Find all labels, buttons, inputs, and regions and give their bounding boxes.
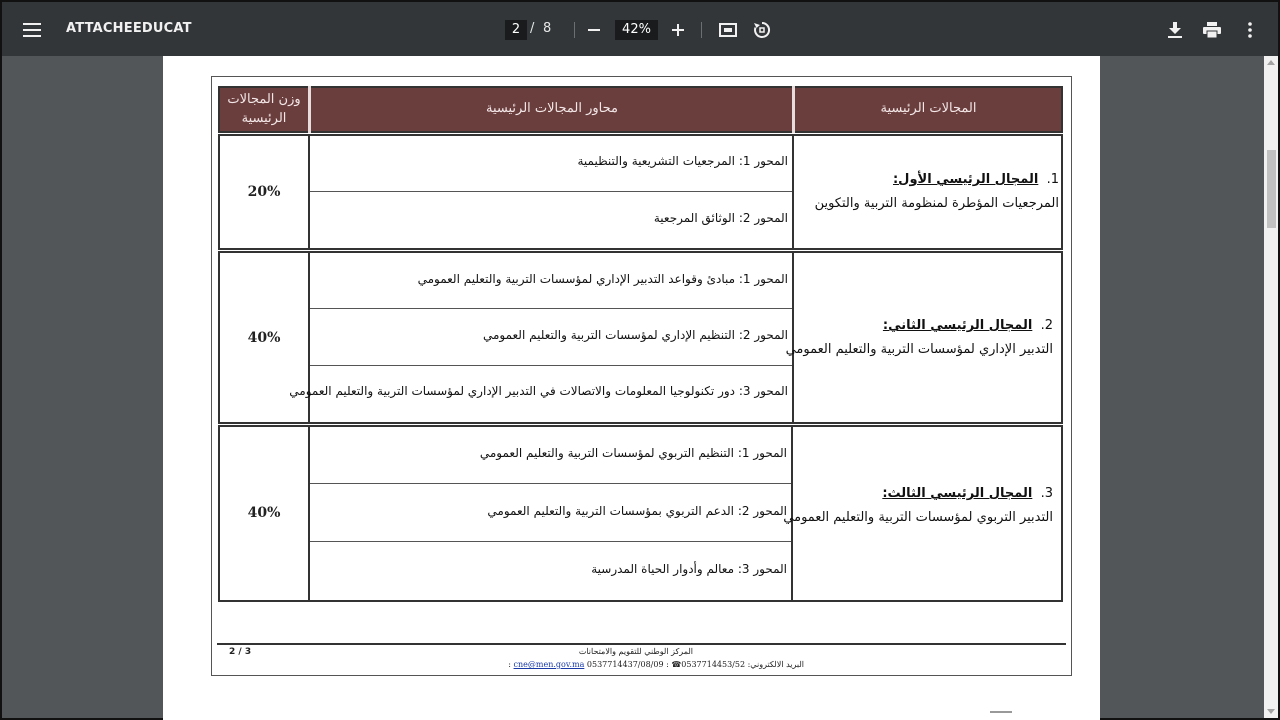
domain-subtitle: التدبير التربوي لمؤسسات التربية والتعليم العمومي: [783, 510, 1053, 526]
print-icon: [1203, 22, 1221, 38]
row-divider: [310, 483, 791, 484]
zoom-out-button[interactable]: [578, 14, 610, 46]
axis-item: المحور 3: دور تكنولوجيا المعلومات والاتصالات في التدبير الإداري لمؤسسات التربية والتعليم العمومي: [289, 384, 788, 398]
menu-icon[interactable]: [16, 14, 48, 46]
axis-item: المحور 2: التنظيم الإداري لمؤسسات التربية والتعليم العمومي: [482, 328, 788, 342]
domain-number: 2.: [1040, 318, 1053, 333]
scrollbar-thumb[interactable]: [1267, 150, 1276, 228]
current-page-input[interactable]: 2: [505, 20, 527, 40]
fit-page-button[interactable]: [712, 14, 744, 46]
column-divider: [308, 425, 310, 602]
domain-2: [786, 314, 1053, 362]
rotate-icon: [753, 21, 771, 39]
column-divider: [792, 134, 794, 250]
footer-contact: [508, 660, 804, 669]
scroll-down-icon[interactable]: [1267, 709, 1275, 714]
header-weight-line2: الرئيسية: [241, 110, 287, 126]
page-separator: /: [530, 21, 535, 36]
domain-subtitle: المرجعيات المؤطرة لمنظومة التربية والتكوين: [814, 196, 1059, 212]
axis-item: المحور 1: مبادئ وقواعد التدبير الإداري لمؤسسات التربية والتعليم العمومي: [417, 272, 788, 286]
axis-item: المحور 1: التنظيم التربوي لمؤسسات التربية والتعليم العمومي: [479, 446, 787, 460]
domain-heading: المجال الرئيسي الأول:: [892, 172, 1039, 187]
domain-subtitle: التدبير الإداري لمؤسسات التربية والتعليم العمومي: [785, 342, 1053, 358]
download-icon: [1168, 22, 1182, 38]
row-divider: [310, 365, 792, 366]
more-options-button[interactable]: [1234, 14, 1266, 46]
axis-item: المحور 2: الدعم التربوي بمؤسسات التربية والتعليم العمومي: [487, 504, 787, 518]
footer-phones: 0537714437/08/09 : ☎0537714453/52 :: [508, 660, 746, 669]
pdf-toolbar: [0, 0, 1280, 56]
zoom-input[interactable]: 42%: [615, 20, 658, 40]
page-edge-mark: [990, 711, 1012, 713]
download-button[interactable]: [1159, 14, 1191, 46]
document-title: ATTACHEEDUCAT: [66, 21, 192, 36]
header-weight-line1: وزن المجالات: [227, 92, 301, 108]
footer-page-number: 2 / 3: [229, 647, 252, 657]
header-separator: [308, 86, 311, 133]
axis-item: المحور 3: معالم وأدوار الحياة المدرسية: [591, 562, 787, 576]
total-pages: 8: [543, 21, 552, 36]
print-button[interactable]: [1196, 14, 1228, 46]
scroll-up-icon[interactable]: [1267, 60, 1275, 65]
domain-1: [815, 168, 1059, 216]
more-vert-icon: [1248, 22, 1252, 38]
toolbar-divider: [701, 22, 702, 38]
column-divider: [308, 251, 310, 424]
header-weight: [220, 86, 308, 133]
domain-number: 3.: [1040, 486, 1053, 501]
footer-email-label: البريد الالكتروني:: [747, 660, 804, 669]
domain-weight: 20%: [247, 184, 281, 200]
zoom-in-button[interactable]: [662, 14, 694, 46]
fit-page-icon: [719, 23, 737, 37]
plus-icon: [672, 24, 684, 36]
header-domains: المجالات الرئيسية: [880, 101, 977, 117]
axis-item: المحور 2: الوثائق المرجعية: [653, 211, 788, 225]
header-axes: محاور المجالات الرئيسية: [485, 101, 618, 117]
minus-icon: [588, 29, 600, 31]
axis-item: المحور 1: المرجعيات التشريعية والتنظيمية: [577, 154, 788, 168]
rotate-button[interactable]: [746, 14, 778, 46]
row-divider: [310, 191, 792, 192]
column-divider: [308, 134, 310, 250]
domain-heading: المجال الرئيسي الثاني:: [882, 318, 1033, 333]
toolbar-divider: [574, 22, 575, 38]
row-divider: [310, 541, 791, 542]
domain-weight: 40%: [247, 505, 281, 521]
header-separator: [792, 86, 795, 133]
row-divider: [310, 308, 792, 309]
footer-org: المركز الوطني للتقويم والامتحانات: [578, 647, 693, 656]
domain-heading: المجال الرئيسي الثالث:: [882, 486, 1033, 501]
domain-weight: 40%: [247, 330, 281, 346]
domain-number: 1.: [1046, 172, 1059, 187]
footer-email-link[interactable]: cne@men.gov.ma: [513, 660, 585, 669]
footer-rule: [217, 643, 1066, 645]
domain-3: [783, 482, 1053, 530]
vertical-scrollbar[interactable]: [1264, 56, 1278, 718]
